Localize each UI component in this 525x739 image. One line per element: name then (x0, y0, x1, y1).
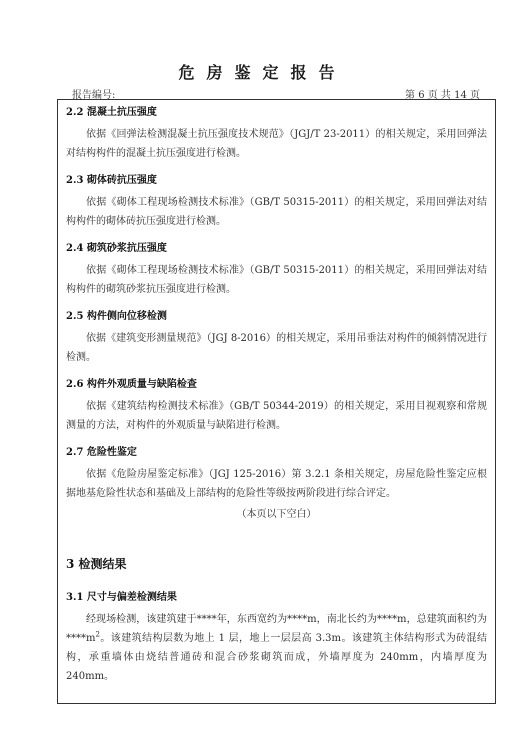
section-text: 依据《建筑结构检测技术标准》（GB/T 50344-2019）的相关规定，采用目视观察和常规测量的方法，对构件的外观质量与缺陷进行检测。 (66, 401, 487, 431)
results-text-part1: 经现场检测，该建筑建于****年，东西宽约为****m，南北长约为****m，总建筑面积约为****m (66, 614, 487, 644)
results-text (66, 610, 487, 686)
results-heading: 3 检测结果 (66, 557, 127, 571)
section-text: 依据《回弹法检测混凝土抗压强度技术规范》（JGJ/T 23-2011）的相关规定，采用回弹法对结构构件的混凝土抗压强度进行检测。 (66, 129, 487, 159)
section-text: 依据《建筑变形测量规范》（JGJ 8-2016）的相关规定，采用吊垂法对构件的倾斜情况进行检测。 (66, 333, 487, 363)
page-indicator: 第 6 页 共 14 页 (405, 90, 480, 101)
report-title: 危房鉴定报告 (178, 63, 347, 82)
report-number-label: 报告编号: (72, 90, 116, 101)
section-text: 依据《砌体工程现场检测技术标准》（GB/T 50315-2011）的相关规定，采用回弹法对结构构件的砌体砖抗压强度进行检测。 (66, 197, 487, 227)
section-text: 依据《砌体工程现场检测技术标准》（GB/T 50315-2011）的相关规定，采用回弹法对结构构件的砌筑砂浆抗压强度进行检测。 (66, 265, 487, 295)
results-sub-heading: 3.1 尺寸与偏差检测结果 (66, 592, 177, 603)
section-heading: 2.5 构件侧向位移检测 (66, 311, 167, 322)
section-heading: 2.4 砌筑砂浆抗压强度 (66, 243, 167, 254)
section-heading: 2.6 构件外观质量与缺陷检查 (66, 379, 197, 390)
section-text: 依据《危险房屋鉴定标准》（JGJ 125-2016）第 3.2.1 条相关规定，房屋危险性鉴定应根据地基危险性状态和基础及上部结构的危险性等级按两阶段进行综合评定。 (66, 469, 487, 499)
report-content-box (57, 99, 496, 704)
results-text-part2: 。该建筑结构层数为地上 1 层，地上一层层高 3.3m。该建筑主体结构形式为砖混结构，承重墙体由烧结普通砖和混合砂浆砌筑而成，外墙厚度为 240mm，内墙厚度为 240mm。 (66, 633, 487, 682)
section-heading: 2.7 危险性鉴定 (66, 447, 137, 458)
section-heading: 2.2 混凝土抗压强度 (66, 107, 157, 118)
section-heading: 2.3 砌体砖抗压强度 (66, 175, 157, 186)
area-unit-superscript: 2 (95, 630, 100, 639)
blank-page-note: （本页以下空白） (236, 509, 317, 520)
